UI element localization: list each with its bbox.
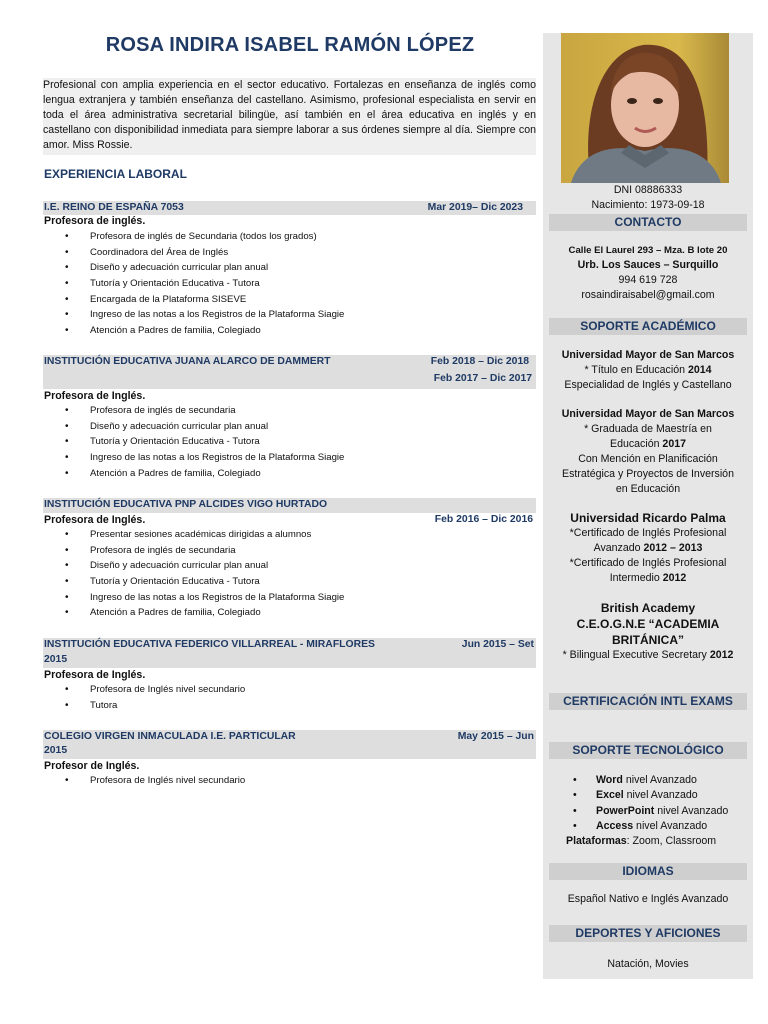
hobbies-heading: DEPORTES Y AFICIONES: [549, 925, 747, 942]
degree-mention: Con Mención en Planificación: [578, 453, 718, 465]
job-role: Profesora de Inglés.: [44, 514, 146, 526]
platforms-label: Plataformas: [566, 835, 627, 848]
platforms-value: : Zoom, Classroom: [626, 835, 717, 848]
job-institution-line2: 2015: [44, 745, 68, 756]
job-duties: [90, 403, 344, 481]
degree-mention: en Educación: [615, 483, 681, 495]
degree-text: Educación: [610, 438, 663, 450]
job-dates: Feb 2018 – Dic 2018: [430, 356, 529, 367]
job-header: [43, 638, 536, 668]
degree-text: * Graduada de Maestría en: [584, 423, 712, 435]
job-role: Profesora de inglés.: [44, 215, 146, 227]
dni-number: DNI 08886333: [613, 184, 683, 196]
profile-summary: Profesional con amplia experiencia en el sector educativo. Fortalezas en enseñanza de inglés como lengua extranjera y también enseñanza del castellano. Asimismo, profesional especialista en servir en toda el área administrativa secretarial bilingüe, así también en el área educativa en inglés y en castellano con disponibilidad inmediata para siempre laborar a sus órdenes siempre al día. Siempre con amor. Miss Rossie.: [43, 78, 536, 155]
certificate-year: 2012 – 2013: [643, 542, 703, 554]
contact-heading: CONTACTO: [549, 214, 747, 231]
degree-text: * Título en Educación: [584, 364, 688, 376]
languages-heading: IDIOMAS: [549, 863, 747, 880]
duty-item: • Ingreso de las notas a los Registros de la Plataforma Siagie: [90, 590, 344, 606]
profile-photo: [561, 33, 729, 183]
degree-year: 2017: [662, 438, 686, 450]
duty-item: • Ingreso de las notas a los Registros de la Plataforma Siagie: [90, 307, 344, 323]
job-duties: [90, 229, 344, 339]
duty-item: • Profesora de inglés de secundaria: [90, 543, 344, 559]
hobbies-text: Natación, Movies: [607, 958, 689, 970]
tech-skill-item: • Word nivel Avanzado: [573, 774, 697, 786]
job-institution: I.E. REINO DE ESPAÑA 7053: [44, 202, 184, 213]
academy-name: C.E.O.G.N.E “ACADEMIA: [576, 617, 720, 631]
job-institution: INSTITUCIÓN EDUCATIVA FEDERICO VILLARREAL - MIRAFLORES: [44, 639, 375, 650]
candidate-name: ROSA INDIRA ISABEL RAMÓN LÓPEZ: [105, 34, 475, 56]
certificate-year: 2012: [709, 649, 734, 661]
school-name: Universidad Mayor de San Marcos: [561, 408, 735, 420]
phone-number: 994 619 728: [618, 274, 678, 286]
degree-year: 2014: [687, 364, 712, 376]
address-line2: Urb. Los Sauces – Surquillo: [577, 259, 719, 271]
duty-item: • Tutora: [90, 698, 245, 714]
academy-name: BRITÁNICA”: [612, 633, 684, 647]
certificate-level: Intermedio: [609, 572, 663, 584]
education-entry-2: [549, 407, 747, 497]
tech-heading: SOPORTE TECNOLÓGICO: [549, 742, 747, 759]
tech-skill-item: • Excel nivel Avanzado: [573, 789, 698, 802]
duty-item: • Profesora de Inglés nivel secundario: [90, 682, 245, 698]
job-header: [43, 730, 536, 759]
duty-item: • Profesora de inglés de Secundaria (todos los grados): [90, 229, 344, 245]
job-institution: INSTITUCIÓN EDUCATIVA PNP ALCIDES VIGO HURTADO: [44, 499, 328, 510]
experience-section-title: EXPERIENCIA LABORAL: [44, 167, 187, 181]
duty-item: • Atención a Padres de familia, Colegiado: [90, 466, 344, 482]
address-line1: Calle El Laurel 293 – Mza. B lote 20: [568, 245, 728, 256]
job-institution-line2: 2015: [44, 654, 68, 665]
job-duties: [90, 682, 245, 713]
job-dates: Mar 2019– Dic 2023: [427, 202, 523, 213]
job-header: [43, 498, 536, 513]
certificate-text: *Certificado de Inglés Profesional: [569, 557, 727, 569]
certificate-text: *Certificado de Inglés Profesional: [569, 527, 727, 539]
education-entry-1: [549, 348, 747, 393]
skill-level: nivel Avanzado: [654, 804, 729, 817]
skill-name: Excel: [596, 789, 624, 802]
tech-skill-item: • Access nivel Avanzado: [573, 819, 708, 832]
duty-item: • Tutoría y Orientación Educativa - Tutora: [90, 434, 344, 450]
job-header: [43, 355, 536, 389]
job-institution: INSTITUCIÓN EDUCATIVA JUANA ALARCO DE DAMMERT: [44, 356, 331, 367]
certificate-year: 2012: [662, 572, 687, 584]
duty-item: • Atención a Padres de familia, Colegiado: [90, 605, 344, 621]
duty-item: • Ingreso de las notas a los Registros de la Plataforma Siagie: [90, 450, 344, 466]
duty-item: • Encargada de la Plataforma SISEVE: [90, 292, 344, 308]
degree-specialty: Especialidad de Inglés y Castellano: [564, 379, 732, 391]
job-duties: [90, 527, 344, 621]
duty-item: • Tutoría y Orientación Educativa - Tutora: [90, 276, 344, 292]
job-duties: [90, 773, 245, 789]
birth-date: Nacimiento: 1973-09-18: [591, 199, 705, 211]
education-entry-4: [549, 601, 747, 663]
duty-item: • Profesora de inglés de secundaria: [90, 403, 344, 419]
degree-mention: Estratégica y Proyectos de Inversión: [562, 468, 734, 480]
certificate-text: * Bilingual Executive Secretary: [562, 649, 710, 661]
school-name: Universidad Ricardo Palma: [570, 511, 726, 525]
skill-name: PowerPoint: [596, 804, 655, 817]
school-name: Universidad Mayor de San Marcos: [561, 349, 735, 361]
job-role: Profesora de Inglés.: [44, 390, 146, 402]
tech-skill-item: • PowerPoint nivel Avanzado: [573, 804, 729, 817]
languages-text: Español Nativo e Inglés Avanzado: [567, 893, 729, 905]
job-header: [43, 201, 536, 215]
certification-heading: CERTIFICACIÓN INTL EXAMS: [549, 693, 747, 710]
skill-name: Word: [596, 774, 623, 786]
duty-item: • Diseño y adecuación curricular plan anual: [90, 419, 344, 435]
school-name: British Academy: [600, 601, 696, 615]
education-entry-3: [549, 511, 747, 586]
duty-item: • Profesora de Inglés nivel secundario: [90, 773, 245, 789]
skill-level: nivel Avanzado: [622, 774, 697, 786]
skill-level: nivel Avanzado: [623, 789, 698, 802]
skill-level: nivel Avanzado: [633, 819, 708, 832]
skill-name: Access: [596, 819, 634, 832]
duty-item: • Diseño y adecuación curricular plan anual: [90, 558, 344, 574]
duty-item: • Coordinadora del Área de Inglés: [90, 245, 344, 261]
job-dates: May 2015 – Jun: [457, 731, 534, 742]
job-dates: Jun 2015 – Set: [461, 639, 534, 650]
job-dates-secondary: Feb 2017 – Dic 2017: [433, 373, 532, 384]
job-institution: COLEGIO VIRGEN INMACULADA I.E. PARTICULAR: [44, 731, 296, 742]
email-address: rosaindiraisabel@gmail.com: [581, 289, 715, 301]
platforms-row: [549, 834, 747, 849]
tech-skills-list: [549, 773, 747, 849]
job-role: Profesora de Inglés.: [44, 669, 146, 681]
academic-heading: SOPORTE ACADÉMICO: [549, 318, 747, 335]
duty-item: • Atención a Padres de familia, Colegiado: [90, 323, 344, 339]
certificate-level: Avanzado: [593, 542, 644, 554]
duty-item: • Tutoría y Orientación Educativa - Tutora: [90, 574, 344, 590]
job-role: Profesor de Inglés.: [44, 760, 140, 772]
job-dates: Feb 2016 – Dic 2016: [434, 514, 533, 525]
duty-item: • Diseño y adecuación curricular plan anual: [90, 260, 344, 276]
duty-item: • Presentar sesiones académicas dirigidas a alumnos: [90, 527, 344, 543]
